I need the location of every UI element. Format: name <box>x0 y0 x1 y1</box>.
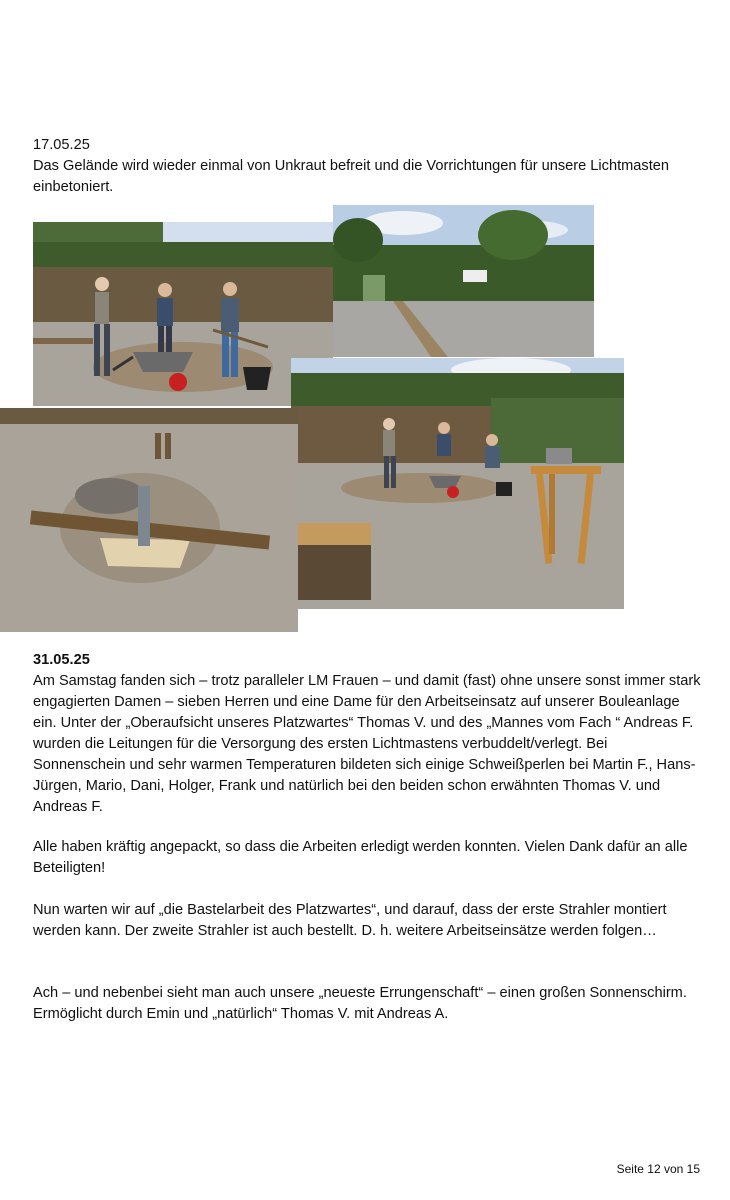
section-intro: Das Gelände wird wieder einmal von Unkraut befreit und die Vorrichtungen für unsere Lichtmasten einbetoniert. <box>33 158 669 195</box>
work-site-photo-wheelbarrow <box>33 222 333 406</box>
work-site-photo-high-table <box>291 358 624 609</box>
mast-foundation-photo <box>0 408 298 632</box>
paragraph-1: Am Samstag fanden sich – trotz paralleler LM Frauen – und damit (fast) ohne unsere sonst immer stark engagierten Damen – sieben Herren und eine Dame für den Arbeitseinsatz auf unserer Bouleanlage ein. Unter der „Oberaufsicht unseres Platzwartes“ Thomas V. und des „Mannes vom Fach “ Andreas F. wurden die Leitungen für die Versorgung des ersten Lichtmastens verbuddelt/verlegt. Bei Sonnenschein und sehr warmen Temperaturen bildeten sich einige Schweißperlen bei Martin F., Hans-Jürgen, Mario, Dani, Holger, Frank und natürlich bei den beiden schon erwähnten Thomas V. und Andreas F. <box>33 673 701 815</box>
section-date-1: 17.05.25 <box>33 137 90 153</box>
paragraph-4: Ach – und nebenbei sieht man auch unsere „neueste Errungenschaft“ – einen großen Sonnenschirm. Ermöglicht durch Emin und „natürlich“ Thomas V. mit Andreas A. <box>33 985 687 1022</box>
paragraph-2: Alle haben kräftig angepackt, so dass die Arbeiten erledigt werden konnten. Vielen Dank dafür an alle Beteiligten! <box>33 839 688 876</box>
paragraph-3: Nun warten wir auf „die Bastelarbeit des Platzwartes“, und darauf, dass der erste Strahler montiert werden kann. Der zweite Strahler ist auch bestellt. D. h. weitere Arbeitseinsätze werden folgen… <box>33 902 667 939</box>
boule-court-overview-photo <box>333 205 594 357</box>
section-date-2: 31.05.25 <box>33 652 90 668</box>
page-number: Seite 12 von 15 <box>616 1162 700 1176</box>
